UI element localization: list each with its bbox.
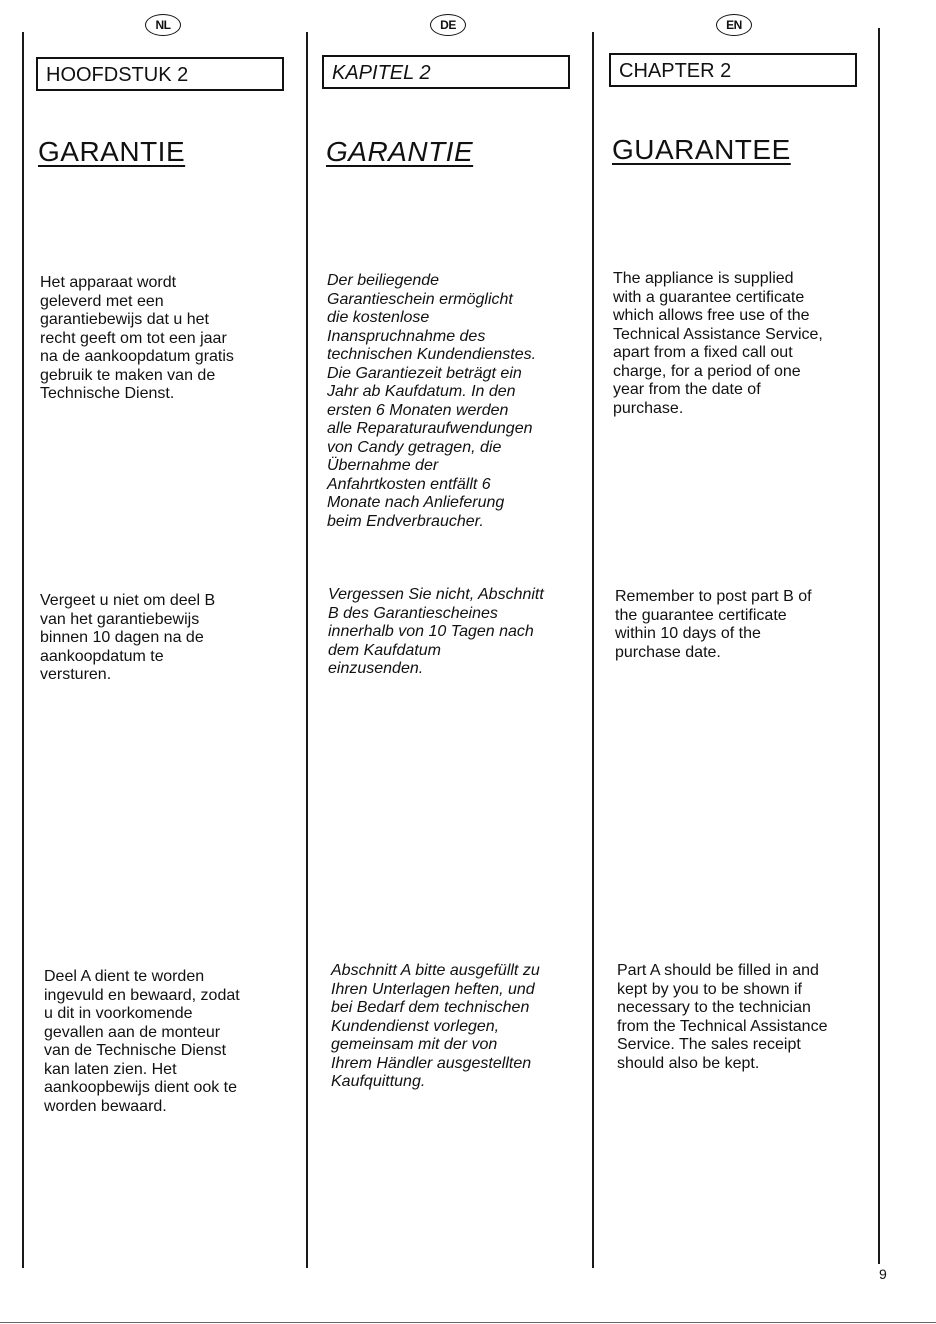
column-rule-2 <box>306 32 308 1268</box>
en-paragraph-part-a: Part A should be filled in and kept by you to be shown if necessary to the technician from the Technical Assistance Service. The sales receipt should also be kept. <box>617 962 828 1072</box>
de-paragraph-part-a: Abschnitt A bitte ausgefüllt zu Ihren Unterlagen heften, und bei Bedarf dem technischen Kundendienst vorlegen, gemeinsam mit der von Ihrem Händler ausgestellten Kaufquittung. <box>331 962 540 1090</box>
chapter-heading-nl: HOOFDSTUK 2 <box>36 57 284 91</box>
chapter-heading-en: CHAPTER 2 <box>609 53 857 87</box>
chapter-heading-de: KAPITEL 2 <box>322 55 570 89</box>
column-rule-3 <box>592 32 594 1268</box>
column-rule-1 <box>22 32 24 1268</box>
language-badge-en: EN <box>716 14 752 36</box>
en-paragraph-warranty: The appliance is supplied with a guarantee certificate which allows free use of the Technical Assistance Service, apart from a fixed call out charge, for a period of one year from the date of purchase. <box>613 270 823 417</box>
nl-paragraph-part-a: Deel A dient te worden ingevuld en bewaard, zodat u dit in voorkomende gevallen aan de monteur van de Technische Dienst kan laten zien. Het aankoopbewijs dient ook te worden bewaard. <box>44 968 240 1115</box>
page-bottom-edge <box>0 1322 936 1323</box>
column-rule-4 <box>878 28 880 1264</box>
language-badge-nl: NL <box>145 14 181 36</box>
section-title-de: GARANTIE <box>326 136 474 167</box>
section-title-nl: GARANTIE <box>38 136 186 167</box>
de-paragraph-part-b: Vergessen Sie nicht, Abschnitt B des Garantiescheines innerhalb von 10 Tagen nach dem Kaufdatum einzusenden. <box>328 586 544 677</box>
en-paragraph-part-b: Remember to post part B of the guarantee certificate within 10 days of the purchase date. <box>615 588 812 661</box>
language-badge-de: DE <box>430 14 466 36</box>
nl-paragraph-warranty: Het apparaat wordt geleverd met een garantiebewijs dat u het recht geeft om tot een jaar na de aankoopdatum gratis gebruik te maken van de Technische Dienst. <box>40 274 234 402</box>
page-number: 9 <box>879 1266 887 1282</box>
section-title-en: GUARANTEE <box>612 134 791 165</box>
nl-paragraph-part-b: Vergeet u niet om deel B van het garantiebewijs binnen 10 dagen na de aankoopdatum te versturen. <box>40 592 216 683</box>
de-paragraph-warranty: Der beiliegende Garantieschein ermöglicht die kostenlose Inanspruchnahme des technischen Kundendienstes. Die Garantiezeit beträgt ein Jahr ab Kaufdatum. In den ersten 6 Monaten werden alle Reparaturaufwendungen von Candy getragen, die Übernahme der Anfahrtkosten entfällt 6 Monate nach Anlieferung beim Endverbraucher. <box>327 272 537 530</box>
